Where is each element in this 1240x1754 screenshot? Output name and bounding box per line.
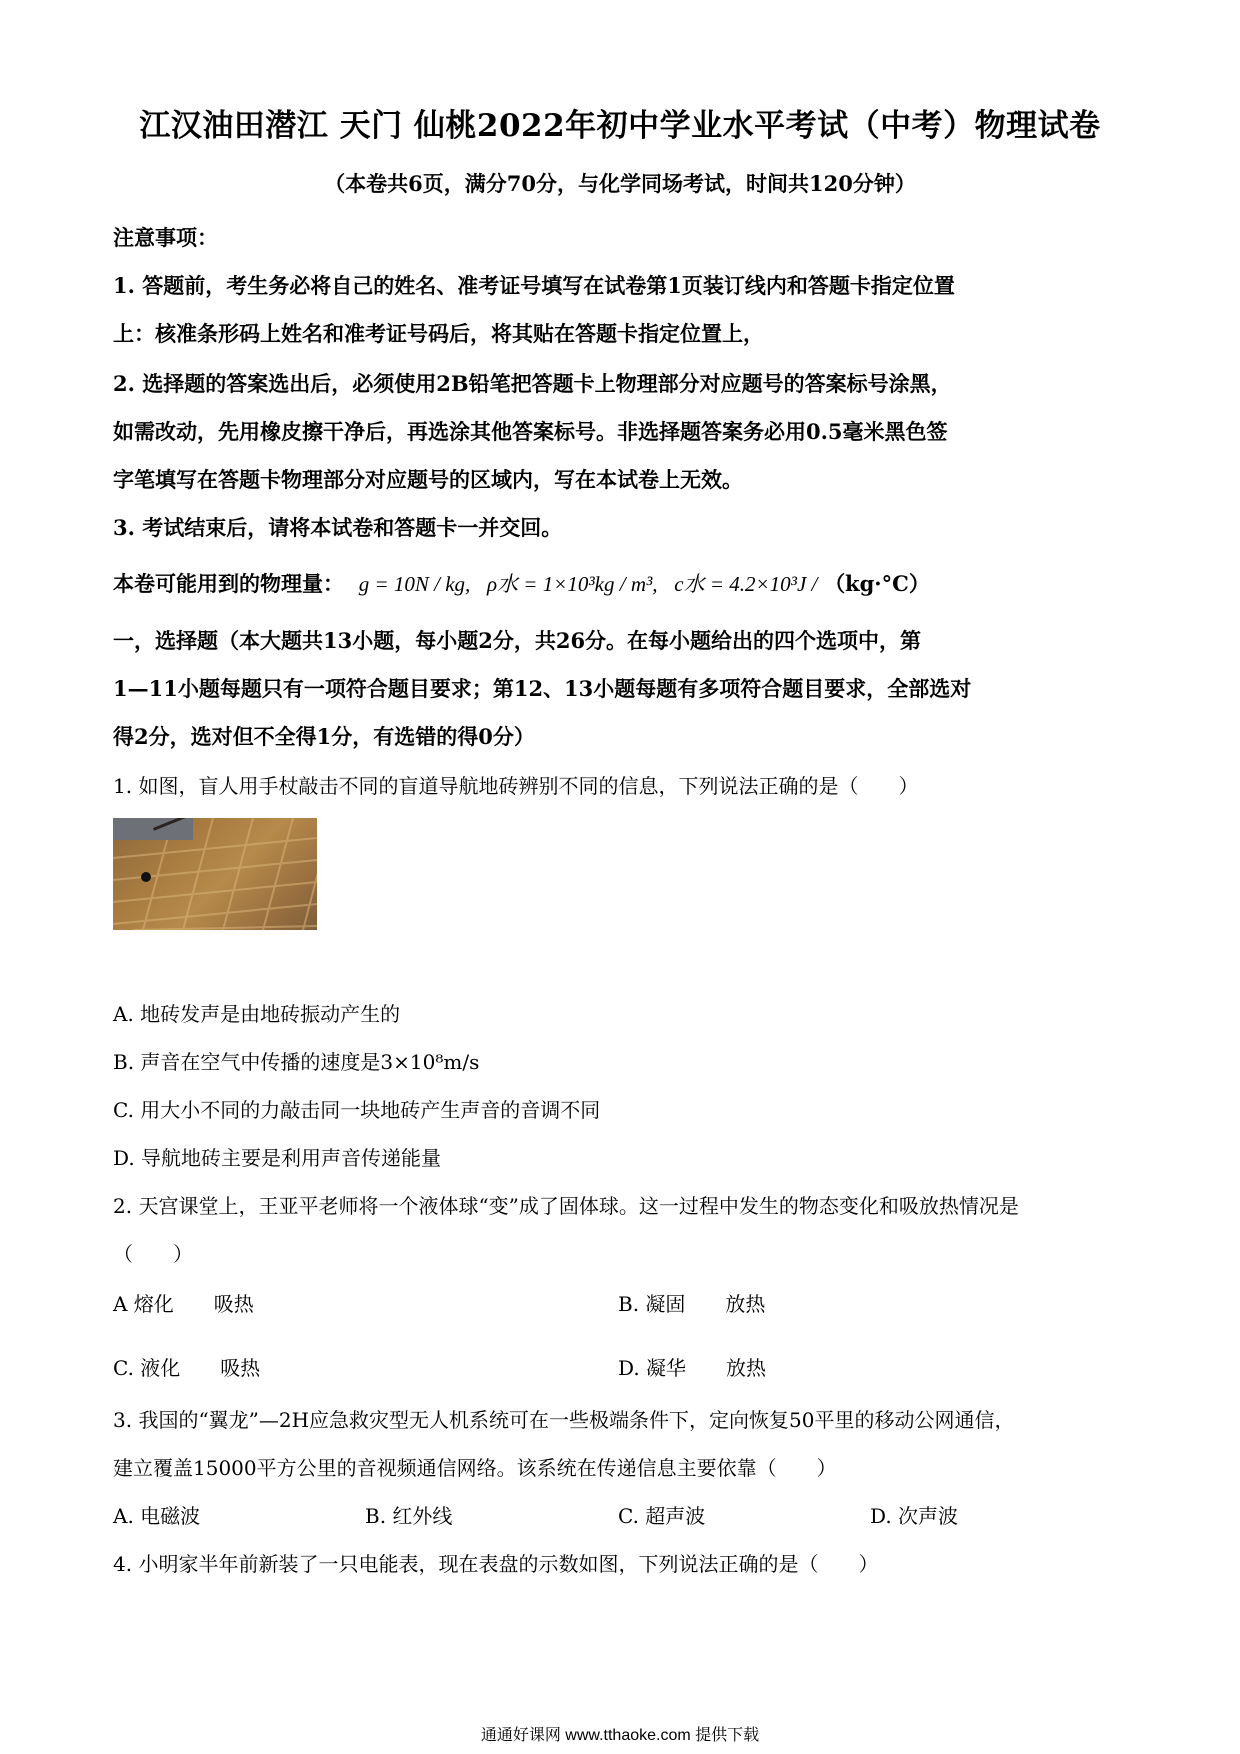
q3-stem-line-1: 3. 我国的“翼龙”—2H应急救灾型无人机系统可在一些极端条件下，定向恢复50平里的移动公网通信， [113,1408,1015,1432]
q1-option-b: B. 声音在空气中传播的速度是3×10⁸m/s [113,1050,480,1074]
q3-option-b: B. 红外线 [365,1504,453,1528]
note-3: 3. 考试结束后，请将本试卷和答题卡一并交回。 [113,515,563,540]
page-footer: 通通好课网 www.tthaoke.com 提供下载 [480,1727,760,1744]
constants-label: 本卷可能用到的物理量： [113,571,344,596]
section1-line-1: 一，选择题（本大题共13小题，每小题2分，共26分。在每小题给出的四个选项中，第 [113,628,922,653]
q3-option-c: C. 超声波 [618,1504,706,1528]
q4-stem: 4. 小明家半年前新装了一只电能表，现在表盘的示数如图，下列说法正确的是（ ） [113,1552,879,1576]
q3-stem-line-2: 建立覆盖15000平方公里的音视频通信网络。该系统在传递信息主要依靠（ ） [113,1456,837,1480]
q1-option-a: A. 地砖发声是由地砖振动产生的 [113,1002,401,1026]
q3-option-d: D. 次声波 [870,1504,959,1528]
note-1-line-2: 上：核准条形码上姓名和准考证号码后，将其贴在答题卡指定位置上， [113,321,764,346]
q1-option-d: D. 导航地砖主要是利用声音传递能量 [113,1146,442,1170]
exam-title: 江汉油田潜江 天门 仙桃2022年初中学业水平考试（中考）物理试卷 [139,108,1101,144]
q1-option-c: C. 用大小不同的力敲击同一块地砖产生声音的音调不同 [113,1098,601,1122]
section1-line-2: 1—11小题每题只有一项符合题目要求；第12、13小题每题有多项符合题目要求，全部选对 [113,676,972,701]
notes-heading: 注意事项： [113,225,218,250]
note-2-line-3: 字笔填写在答题卡物理部分对应题号的区域内，写在本试卷上无效。 [113,467,743,492]
q2-option-c: C. 液化 吸热 [113,1356,261,1380]
cane-tip [141,872,151,882]
q1-stem: 1. 如图，盲人用手杖敲击不同的盲道导航地砖辨别不同的信息，下列说法正确的是（ ） [113,774,919,798]
q2-option-d: D. 凝华 放热 [618,1356,767,1380]
section1-line-3: 得2分，选对但不全得1分，有选错的得0分） [113,724,535,749]
constant-g: g = 10N / kg, [358,572,471,596]
constant-c-unit: （kg·°C） [824,571,930,596]
note-2-line-2: 如需改动，先用橡皮擦干净后，再选涂其他答案标号。非选择题答案务必用0.5毫米黑色签 [113,419,948,444]
note-2-line-1: 2. 选择题的答案选出后，必须使用2B铅笔把答题卡上物理部分对应题号的答案标号涂黑， [113,371,952,396]
note-1-line-1: 1. 答题前，考生务必将自己的姓名、准考证号填写在试卷第1页装订线内和答题卡指定位置 [113,273,955,298]
q3-option-a: A. 电磁波 [113,1504,201,1528]
q2-option-b: B. 凝固 放热 [618,1292,766,1316]
q2-option-a: A 熔化 吸热 [113,1292,254,1316]
exam-subtitle: （本卷共6页，满分70分，与化学同场考试，时间共120分钟） [324,171,916,196]
q1-blind-path-photo [113,818,317,930]
constant-rho: ρ水 = 1×10³kg / m³, [486,572,658,596]
q2-stem: 2. 天宫课堂上，王亚平老师将一个液体球“变”成了固体球。这一过程中发生的物态变化和吸放热情况是 [113,1194,1019,1218]
constant-c: c水 = 4.2×10³J / [674,572,818,596]
constants-line [113,568,930,598]
q2-answer-paren: （ ） [113,1242,193,1266]
